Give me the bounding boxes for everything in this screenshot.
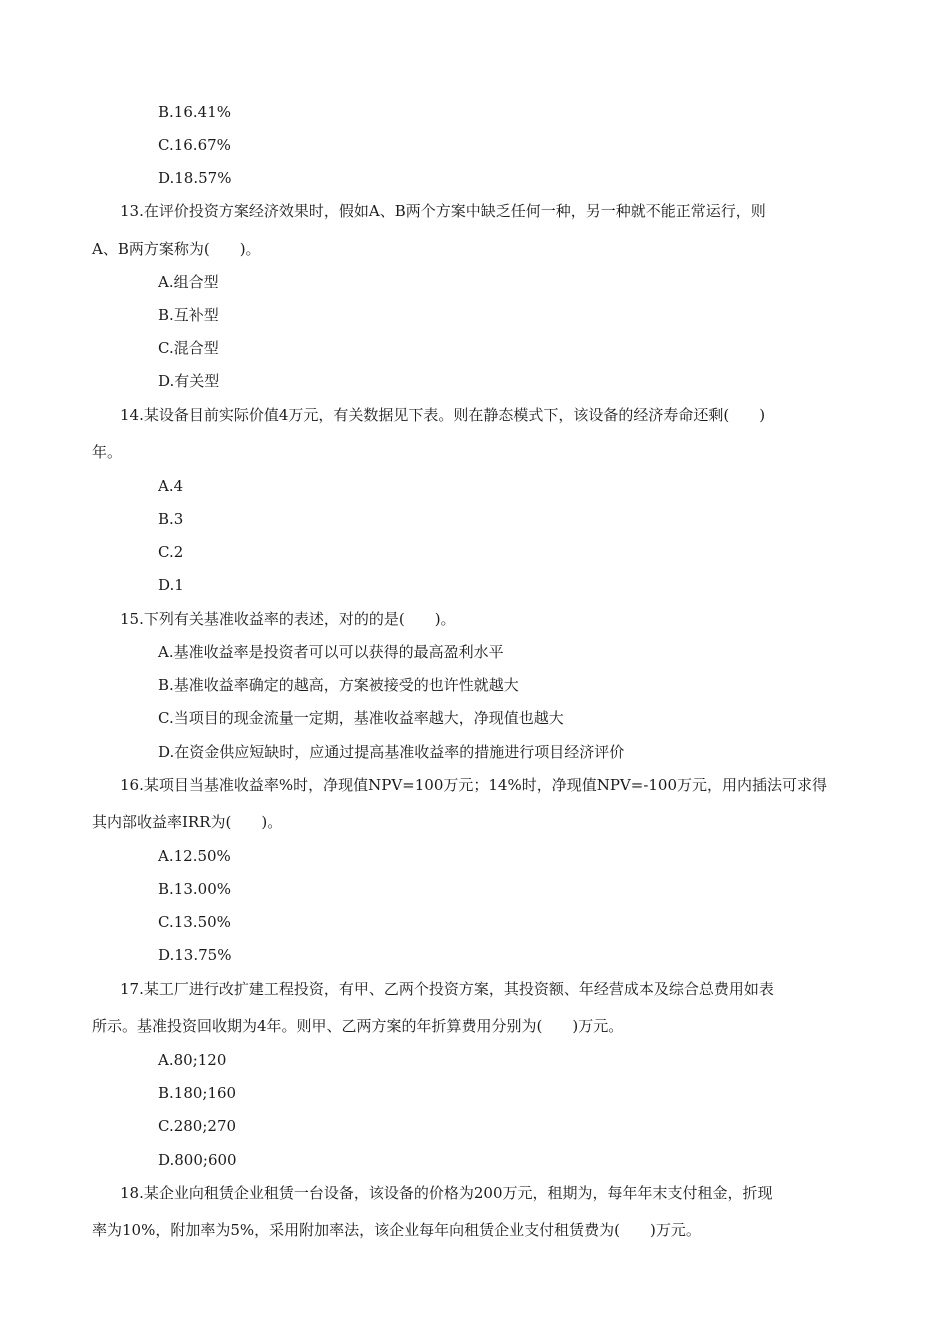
question-18: 18.某企业向租赁企业租赁一台设备，该设备的价格为200万元，租期为，每年年末支付租金，折现 xyxy=(120,1184,773,1202)
option-12c: C.16.67% xyxy=(158,136,231,154)
option-14b: B.3 xyxy=(158,510,184,528)
question-13: 13.在评价投资方案经济效果时，假如A、B两个方案中缺乏任何一种，另一种就不能正常运行，则 xyxy=(120,202,766,220)
question-14-continued: 年。 xyxy=(92,443,123,461)
question-16-continued: 其内部收益率IRR为( )。 xyxy=(92,813,283,831)
option-17a: A.80;120 xyxy=(158,1051,227,1069)
option-16d: D.13.75% xyxy=(158,946,232,964)
option-14c: C.2 xyxy=(158,543,184,561)
question-15: 15.下列有关基准收益率的表述，对的的是( )。 xyxy=(120,610,456,628)
option-12d: D.18.57% xyxy=(158,169,232,187)
option-15d: D.在资金供应短缺时，应通过提高基准收益率的措施进行项目经济评价 xyxy=(158,743,625,761)
option-16b: B.13.00% xyxy=(158,880,231,898)
option-16c: C.13.50% xyxy=(158,913,231,931)
option-13b: B.互补型 xyxy=(158,306,219,324)
option-15b: B.基准收益率确定的越高，方案被接受的也许性就越大 xyxy=(158,676,519,694)
option-13a: A.组合型 xyxy=(158,273,219,291)
option-14d: D.1 xyxy=(158,576,184,594)
option-17c: C.280;270 xyxy=(158,1117,237,1135)
question-16: 16.某项目当基准收益率%时，净现值NPV=100万元；14%时，净现值NPV=-100万元，用内插法可求得 xyxy=(120,776,828,794)
option-12b: B.16.41% xyxy=(158,103,231,121)
option-17b: B.180;160 xyxy=(158,1084,237,1102)
option-17d: D.800;600 xyxy=(158,1151,237,1169)
question-17-continued: 所示。基准投资回收期为4年。则甲、乙两方案的年折算费用分别为( )万元。 xyxy=(92,1017,624,1035)
question-18-continued: 率为10%，附加率为5%，采用附加率法，该企业每年向租赁企业支付租赁费为( )万元。 xyxy=(92,1221,701,1239)
option-15a: A.基准收益率是投资者可以可以获得的最高盈利水平 xyxy=(158,643,504,661)
option-16a: A.12.50% xyxy=(158,847,231,865)
question-14: 14.某设备目前实际价值4万元，有关数据见下表。则在静态模式下，该设备的经济寿命还剩( ) xyxy=(120,406,766,424)
question-13-continued: A、B两方案称为( )。 xyxy=(92,240,261,258)
option-15c: C.当项目的现金流量一定期，基准收益率越大，净现值也越大 xyxy=(158,709,564,727)
option-13c: C.混合型 xyxy=(158,339,219,357)
option-14a: A.4 xyxy=(158,477,184,495)
option-13d: D.有关型 xyxy=(158,372,220,390)
question-17: 17.某工厂进行改扩建工程投资，有甲、乙两个投资方案，其投资额、年经营成本及综合总费用如表 xyxy=(120,980,774,998)
